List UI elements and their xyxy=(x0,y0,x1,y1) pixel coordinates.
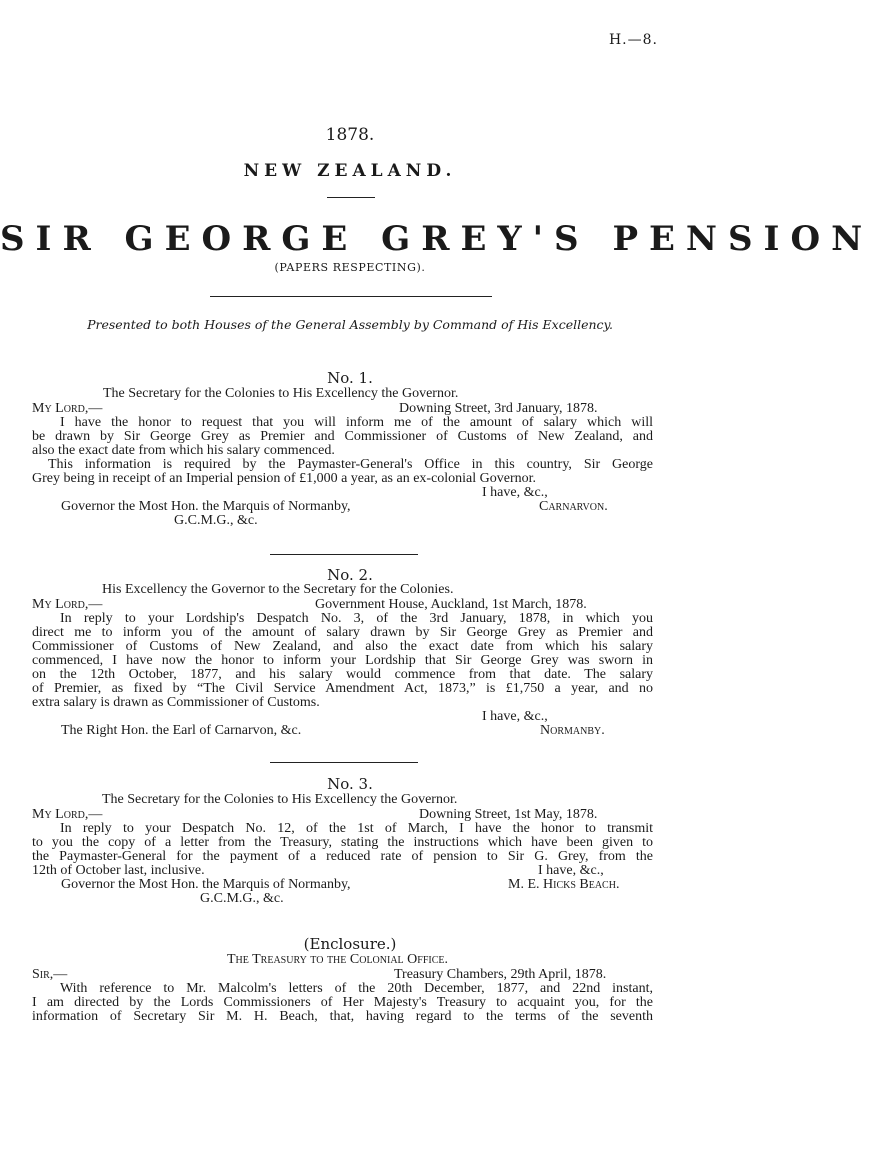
page-reference: H.—8. xyxy=(608,32,658,48)
no3-line: to you the copy of a letter from the Treasury, stating the instructions which have been given to xyxy=(32,835,653,850)
no3-address: Downing Street, 1st May, 1878. xyxy=(419,807,598,822)
no2-address: Government House, Auckland, 1st March, 1878. xyxy=(315,597,587,612)
no2-line: of Premier, as fixed by “The Civil Service Amendment Act, 1873,” is £1,750 a year, and no xyxy=(32,681,653,696)
no1-line: This information is required by the Paymaster-General's Office in this country, Sir George xyxy=(48,457,653,472)
no1-line: also the exact date from which his salary commenced. xyxy=(32,443,335,458)
no2-line: extra salary is drawn as Commissioner of Customs. xyxy=(32,695,320,710)
no3-line: In reply to your Despatch No. 12, of the 1st of March, I have the honor to transmit xyxy=(60,821,653,836)
no1-salutation: My Lord,— xyxy=(32,401,103,416)
document-title: SIR GEORGE GREY'S PENSION xyxy=(0,219,873,259)
section-no-2-heading: No. 2. xyxy=(327,566,373,584)
no1-from-to: The Secretary for the Colonies to His Excellency the Governor. xyxy=(103,386,459,401)
no1-addressee: Governor the Most Hon. the Marquis of Normanby, xyxy=(61,499,351,514)
enclosure-heading: (Enclosure.) xyxy=(303,935,397,953)
no2-line: In reply to your Lordship's Despatch No. 3, of the 3rd January, 1878, in which you xyxy=(60,611,653,626)
no3-from-to: The Secretary for the Colonies to His Excellency the Governor. xyxy=(102,792,458,807)
no2-line: commenced, I have now the honor to inform your Lordship that Sir George Grey was sworn in xyxy=(32,653,653,668)
section-no-3-heading: No. 3. xyxy=(327,775,373,793)
no1-address: Downing Street, 3rd January, 1878. xyxy=(399,401,598,416)
no3-addressee-2: G.C.M.G., &c. xyxy=(200,891,284,906)
no3-closing: I have, &c., xyxy=(538,863,604,878)
enclosure-line: I am directed by the Lords Commissioners of Her Majesty's Treasury to acquaint you, for the xyxy=(32,995,653,1010)
no2-addressee: The Right Hon. the Earl of Carnarvon, &c. xyxy=(61,723,302,738)
no3-salutation: My Lord,— xyxy=(32,807,103,822)
section-no-1-heading: No. 1. xyxy=(327,369,373,387)
no3-addressee: Governor the Most Hon. the Marquis of Normanby, xyxy=(61,877,351,892)
no1-line: I have the honor to request that you will inform me of the amount of salary which will xyxy=(60,415,653,430)
no1-line: be drawn by Sir George Grey as Premier and Commissioner of Customs of New Zealand, and xyxy=(32,429,653,444)
presentation-note: Presented to both Houses of the General Assembly by Command of His Excellency. xyxy=(87,317,613,332)
no2-line: Commissioner of Customs of New Zealand, and also the exact date from which his salary xyxy=(32,639,653,654)
enclosure-from-to: The Treasury to the Colonial Office. xyxy=(227,952,449,967)
no2-salutation: My Lord,— xyxy=(32,597,103,612)
no2-line: on the 12th October, 1877, and his salary would commence from that date. The salary xyxy=(32,667,653,682)
no1-line: Grey being in receipt of an Imperial pension of £1,000 a year, as an ex-colonial Governor. xyxy=(32,471,537,486)
colony-heading: NEW ZEALAND. xyxy=(243,161,457,181)
no3-line: the Paymaster-General for the payment of a reduced rate of pension to Sir G. Grey, from the xyxy=(32,849,653,864)
document-subtitle: (PAPERS RESPECTING). xyxy=(274,261,426,274)
no3-line: 12th of October last, inclusive. xyxy=(32,863,205,878)
no1-addressee-2: G.C.M.G., &c. xyxy=(174,513,258,528)
no1-signature: Carnarvon. xyxy=(539,499,608,514)
no2-line: direct me to inform you of the amount of salary drawn by Sir George Grey as Premier and xyxy=(32,625,653,640)
divider xyxy=(270,762,418,763)
divider xyxy=(327,197,375,198)
divider xyxy=(210,296,492,297)
enclosure-line: With reference to Mr. Malcolm's letters of the 20th December, 1877, and 22nd instant, xyxy=(60,981,653,996)
no1-closing: I have, &c., xyxy=(482,485,548,500)
no2-closing: I have, &c., xyxy=(482,709,548,724)
no2-signature: Normanby. xyxy=(540,723,605,738)
year: 1878. xyxy=(325,125,375,145)
enclosure-address: Treasury Chambers, 29th April, 1878. xyxy=(394,967,607,982)
enclosure-line: information of Secretary Sir M. H. Beach, that, having regard to the terms of the seventh xyxy=(32,1009,653,1024)
enclosure-salutation: Sir,— xyxy=(32,967,68,982)
divider xyxy=(270,554,418,555)
no2-from-to: His Excellency the Governor to the Secretary for the Colonies. xyxy=(102,582,454,597)
no3-signature: M. E. Hicks Beach. xyxy=(508,877,620,892)
